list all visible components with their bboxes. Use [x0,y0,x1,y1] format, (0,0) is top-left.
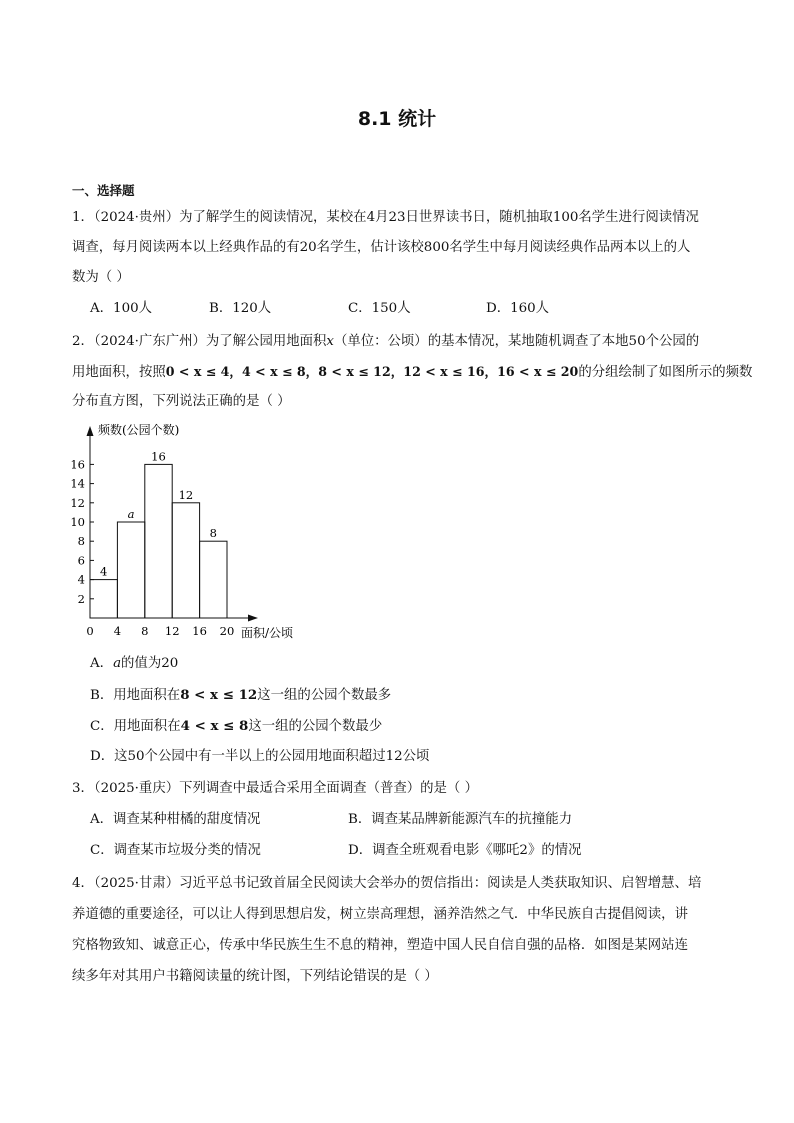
q2-option-a-text: 的值为20 [121,656,179,671]
y-axis-title: 频数(公园个数) [98,423,180,437]
q2-var-x: x [326,334,334,349]
q4-line-2: 养道德的重要途径，可以让人得到思想启发，树立崇高理想，涵养浩然之气．中华民族自古提倡阅读，讲 [72,907,688,922]
histogram-bar [172,503,199,618]
q2-option-b-label: B．用地面积在 [90,688,181,703]
q2-line-1-b: （单位：公顷）的基本情况，某地随机调查了本地50个公园的 [333,334,700,349]
q2-option-b-math: 8 < x ≤ 12 [180,687,258,703]
q1-line-2: 调查，每月阅读两本以上经典作品的有20名学生，估计该校800名学生中每月阅读经典作品两本以上的人 [72,240,691,255]
q1-line-3: 数为（ ） [72,270,130,285]
q1-option-a: A．100人 [90,301,153,316]
histogram-bar [117,522,144,618]
y-tick-label: 2 [77,591,85,606]
x-axis-arrow [248,615,258,622]
y-tick-label: 14 [70,476,85,491]
x-tick-label: 16 [192,624,207,638]
q2-option-b-text: 这一组的公园个数最多 [257,688,392,703]
q2-option-c [90,717,382,736]
page-title: 8.1 统计 [357,108,437,130]
histogram-bar [145,464,172,618]
q2-option-a-label: A． [90,656,114,671]
q2-line-3: 分布直方图，下列说法正确的是（ ） [72,394,291,409]
q2-line-2 [72,363,752,382]
q3-option-b: B．调查某品牌新能源汽车的抗撞能力 [348,812,573,827]
x-tick-label: 4 [113,624,122,638]
q2-line-2-b: 的分组绘制了如图所示的频数 [578,365,753,380]
histogram-chart [68,418,328,644]
q2-intervals: 0 < x ≤ 4，4 < x ≤ 8，8 < x ≤ 12，12 < x ≤ 16，16 < x ≤ 20 [165,364,579,379]
x-tick-label: 12 [164,624,180,638]
q2-option-c-label: C．用地面积在 [90,719,181,734]
q4-line-3: 究格物致知、诚意正心，传承中华民族生生不息的精神，塑造中国人民自信自强的品格．如图是某网站连 [72,938,688,953]
q2-option-b [90,686,391,705]
q2-line-2-a: 用地面积，按照 [72,365,166,380]
q1-line-1: 1．（2024·贵州）为了解学生的阅读情况，某校在4月23日世界读书日，随机抽取100名学生进行阅读情况 [72,210,699,225]
y-tick-label: 4 [77,572,85,587]
bar-value-label: 4 [100,564,108,579]
q2-line-1-a: 2．（2024·广东广州）为了解公园用地面积 [72,334,327,349]
q1-option-c: C．150人 [348,301,411,316]
x-tick-label: 20 [219,624,235,638]
y-tick-label: 8 [77,534,85,549]
bar-value-label: 16 [151,449,166,464]
section-heading: 一、选择题 [72,183,135,198]
q1-option-b: B．120人 [209,301,272,316]
q4-line-4: 续多年对其用户书籍阅读量的统计图，下列结论错误的是（ ） [72,969,438,984]
x-axis-title: 面积/公顷 [241,626,294,640]
q2-option-d: D．这50个公园中有一半以上的公园用地面积超过12公顷 [90,749,430,764]
q2-option-a-var: a [113,656,122,671]
q3-option-a: A．调查某种柑橘的甜度情况 [90,812,261,827]
x-tick-label: 0 [86,624,94,638]
y-tick-label: 10 [70,515,85,529]
histogram-bar [200,541,227,618]
y-tick-label: 12 [70,495,85,510]
q2-option-a [90,655,178,673]
bar-value-label: 8 [209,526,217,541]
q2-option-c-text: 这一组的公园个数最少 [248,719,383,734]
bar-value-label: 12 [178,487,194,502]
q3-option-c: C．调查某市垃圾分类的情况 [90,843,261,858]
histogram-bar [90,580,117,618]
y-tick-label: 16 [70,457,85,472]
q3-option-d: D．调查全班观看电影《哪吒2》的情况 [348,843,582,858]
bar-value-label: a [127,507,135,521]
y-axis-arrow [87,426,94,436]
q2-line-1 [72,333,699,351]
q3-line-1: 3．（2025·重庆）下列调查中最适合采用全面调查（普查）的是（ ） [72,781,478,796]
q2-option-c-math: 4 < x ≤ 8 [180,718,249,734]
y-tick-label: 6 [77,553,85,568]
q1-option-d: D．160人 [486,301,550,316]
q4-line-1: 4．（2025·甘肃）习近平总书记致首届全民阅读大会举办的贺信指出：阅读是人类获取知识、启智增慧、培 [72,876,702,891]
x-tick-label: 8 [141,624,149,638]
